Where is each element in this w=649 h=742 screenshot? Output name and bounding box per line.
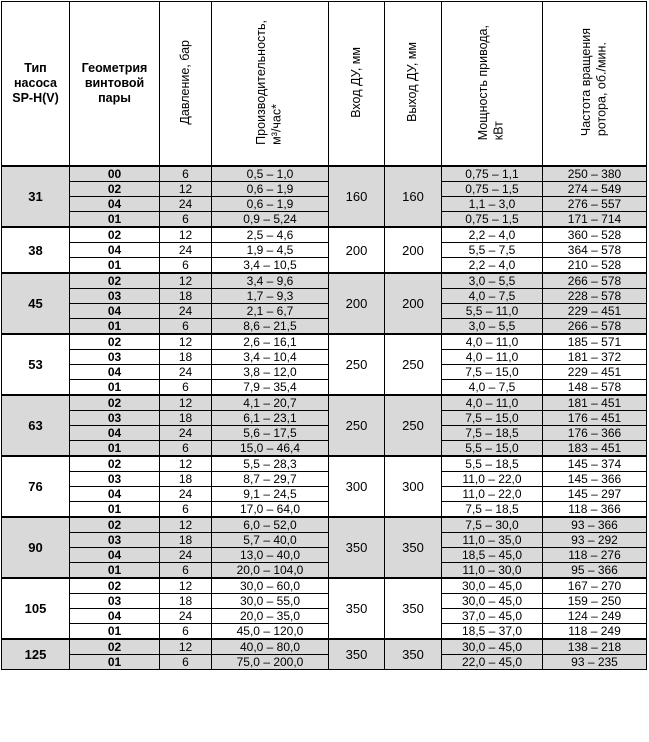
capacity-cell: 3,4 – 10,4 [212, 350, 329, 365]
header-capacity: Производительность, м³/час* [212, 2, 329, 167]
table-row [2, 289, 647, 304]
capacity-cell: 5,6 – 17,5 [212, 426, 329, 441]
pump-type-cell: 105 [2, 578, 70, 639]
pressure-cell: 12 [160, 273, 212, 289]
table-row [2, 533, 647, 548]
power-cell: 4,0 – 11,0 [442, 350, 543, 365]
table-row [2, 395, 647, 411]
rpm-cell: 148 – 578 [543, 380, 647, 396]
power-cell: 30,0 – 45,0 [442, 594, 543, 609]
capacity-cell: 0,9 – 5,24 [212, 212, 329, 228]
power-cell: 0,75 – 1,5 [442, 182, 543, 197]
table-row [2, 578, 647, 594]
geometry-cell: 01 [70, 441, 160, 457]
rpm-cell: 167 – 270 [543, 578, 647, 594]
power-cell: 7,5 – 30,0 [442, 517, 543, 533]
table-row [2, 456, 647, 472]
power-cell: 4,0 – 7,5 [442, 380, 543, 396]
table-row [2, 334, 647, 350]
pressure-cell: 24 [160, 365, 212, 380]
power-cell: 7,5 – 18,5 [442, 426, 543, 441]
table-row [2, 472, 647, 487]
capacity-cell: 4,1 – 20,7 [212, 395, 329, 411]
pressure-cell: 24 [160, 548, 212, 563]
power-cell: 2,2 – 4,0 [442, 258, 543, 274]
power-cell: 5,5 – 11,0 [442, 304, 543, 319]
rpm-cell: 159 – 250 [543, 594, 647, 609]
power-cell: 18,5 – 37,0 [442, 624, 543, 640]
geometry-cell: 04 [70, 609, 160, 624]
pressure-cell: 18 [160, 472, 212, 487]
geometry-cell: 04 [70, 365, 160, 380]
pressure-cell: 6 [160, 502, 212, 518]
inlet-cell: 200 [329, 273, 385, 334]
table-body [2, 166, 647, 670]
geometry-cell: 04 [70, 548, 160, 563]
inlet-cell: 300 [329, 456, 385, 517]
inlet-cell: 350 [329, 639, 385, 670]
geometry-cell: 01 [70, 502, 160, 518]
rpm-cell: 266 – 578 [543, 319, 647, 335]
geometry-cell: 01 [70, 212, 160, 228]
header-pump-type: Тип насоса SP-H(V) [2, 2, 70, 167]
pump-type-cell: 31 [2, 166, 70, 227]
table-row [2, 365, 647, 380]
rpm-cell: 210 – 528 [543, 258, 647, 274]
capacity-cell: 7,9 – 35,4 [212, 380, 329, 396]
table-row [2, 517, 647, 533]
outlet-cell: 300 [385, 456, 442, 517]
pressure-cell: 24 [160, 304, 212, 319]
geometry-cell: 02 [70, 639, 160, 655]
rpm-cell: 183 – 451 [543, 441, 647, 457]
pump-type-cell: 45 [2, 273, 70, 334]
power-cell: 1,1 – 3,0 [442, 197, 543, 212]
geometry-cell: 03 [70, 350, 160, 365]
geometry-cell: 01 [70, 319, 160, 335]
pressure-cell: 18 [160, 350, 212, 365]
power-cell: 2,2 – 4,0 [442, 227, 543, 243]
capacity-cell: 0,6 – 1,9 [212, 182, 329, 197]
table-row [2, 441, 647, 457]
power-cell: 22,0 – 45,0 [442, 655, 543, 670]
outlet-cell: 200 [385, 227, 442, 273]
geometry-cell: 02 [70, 227, 160, 243]
capacity-cell: 20,0 – 35,0 [212, 609, 329, 624]
geometry-cell: 03 [70, 594, 160, 609]
header-geometry: Геометрия винтовой пары [70, 2, 160, 167]
table-row [2, 350, 647, 365]
pressure-cell: 24 [160, 426, 212, 441]
rpm-cell: 118 – 276 [543, 548, 647, 563]
pressure-cell: 6 [160, 258, 212, 274]
rpm-cell: 93 – 366 [543, 517, 647, 533]
geometry-cell: 04 [70, 197, 160, 212]
power-cell: 30,0 – 45,0 [442, 639, 543, 655]
table-row [2, 258, 647, 274]
table-row [2, 609, 647, 624]
pressure-cell: 18 [160, 594, 212, 609]
header-row [2, 2, 647, 167]
geometry-cell: 03 [70, 411, 160, 426]
table-row [2, 563, 647, 579]
capacity-cell: 8,6 – 21,5 [212, 319, 329, 335]
geometry-cell: 01 [70, 655, 160, 670]
power-cell: 5,5 – 15,0 [442, 441, 543, 457]
power-cell: 3,0 – 5,5 [442, 319, 543, 335]
power-cell: 11,0 – 35,0 [442, 533, 543, 548]
table-row [2, 166, 647, 182]
table-row [2, 487, 647, 502]
rpm-cell: 276 – 557 [543, 197, 647, 212]
geometry-cell: 04 [70, 487, 160, 502]
pump-type-cell: 63 [2, 395, 70, 456]
pressure-cell: 18 [160, 289, 212, 304]
rpm-cell: 176 – 366 [543, 426, 647, 441]
power-cell: 4,0 – 11,0 [442, 334, 543, 350]
pressure-cell: 12 [160, 517, 212, 533]
rpm-cell: 118 – 366 [543, 502, 647, 518]
power-cell: 7,5 – 15,0 [442, 365, 543, 380]
pressure-cell: 12 [160, 182, 212, 197]
geometry-cell: 02 [70, 334, 160, 350]
rpm-cell: 266 – 578 [543, 273, 647, 289]
capacity-cell: 3,4 – 10,5 [212, 258, 329, 274]
rpm-cell: 360 – 528 [543, 227, 647, 243]
pressure-cell: 6 [160, 166, 212, 182]
power-cell: 4,0 – 7,5 [442, 289, 543, 304]
table-row [2, 655, 647, 670]
power-cell: 5,5 – 7,5 [442, 243, 543, 258]
capacity-cell: 8,7 – 29,7 [212, 472, 329, 487]
capacity-cell: 6,0 – 52,0 [212, 517, 329, 533]
power-cell: 5,5 – 18,5 [442, 456, 543, 472]
header-inlet: Вход ДУ, мм [329, 2, 385, 167]
capacity-cell: 30,0 – 55,0 [212, 594, 329, 609]
header-outlet: Выход ДУ, мм [385, 2, 442, 167]
power-cell: 11,0 – 30,0 [442, 563, 543, 579]
table-row [2, 411, 647, 426]
rpm-cell: 181 – 451 [543, 395, 647, 411]
pressure-cell: 18 [160, 411, 212, 426]
pressure-cell: 6 [160, 624, 212, 640]
rpm-cell: 145 – 374 [543, 456, 647, 472]
geometry-cell: 03 [70, 472, 160, 487]
capacity-cell: 0,6 – 1,9 [212, 197, 329, 212]
pressure-cell: 24 [160, 487, 212, 502]
table-row [2, 548, 647, 563]
geometry-cell: 02 [70, 578, 160, 594]
table-row [2, 197, 647, 212]
rpm-cell: 145 – 297 [543, 487, 647, 502]
geometry-cell: 01 [70, 380, 160, 396]
rpm-cell: 171 – 714 [543, 212, 647, 228]
rpm-cell: 364 – 578 [543, 243, 647, 258]
capacity-cell: 15,0 – 46,4 [212, 441, 329, 457]
pressure-cell: 6 [160, 441, 212, 457]
geometry-cell: 02 [70, 517, 160, 533]
geometry-cell: 04 [70, 243, 160, 258]
pump-type-cell: 53 [2, 334, 70, 395]
outlet-cell: 160 [385, 166, 442, 227]
power-cell: 11,0 – 22,0 [442, 487, 543, 502]
pressure-cell: 24 [160, 197, 212, 212]
geometry-cell: 01 [70, 563, 160, 579]
pump-spec-table [1, 1, 647, 670]
capacity-cell: 45,0 – 120,0 [212, 624, 329, 640]
header-pressure: Давление, бар [160, 2, 212, 167]
power-cell: 0,75 – 1,1 [442, 166, 543, 182]
geometry-cell: 02 [70, 395, 160, 411]
rpm-cell: 118 – 249 [543, 624, 647, 640]
geometry-cell: 03 [70, 533, 160, 548]
capacity-cell: 40,0 – 80,0 [212, 639, 329, 655]
geometry-cell: 01 [70, 624, 160, 640]
table-row [2, 380, 647, 396]
pressure-cell: 12 [160, 456, 212, 472]
rpm-cell: 229 – 451 [543, 304, 647, 319]
pressure-cell: 24 [160, 243, 212, 258]
geometry-cell: 03 [70, 289, 160, 304]
pressure-cell: 12 [160, 227, 212, 243]
table-row [2, 243, 647, 258]
outlet-cell: 350 [385, 578, 442, 639]
pressure-cell: 6 [160, 319, 212, 335]
power-cell: 30,0 – 45,0 [442, 578, 543, 594]
pressure-cell: 6 [160, 212, 212, 228]
geometry-cell: 04 [70, 304, 160, 319]
pump-type-cell: 90 [2, 517, 70, 578]
table-row [2, 319, 647, 335]
pressure-cell: 12 [160, 639, 212, 655]
capacity-cell: 2,6 – 16,1 [212, 334, 329, 350]
table-row [2, 212, 647, 228]
inlet-cell: 350 [329, 517, 385, 578]
outlet-cell: 250 [385, 334, 442, 395]
capacity-cell: 20,0 – 104,0 [212, 563, 329, 579]
geometry-cell: 02 [70, 182, 160, 197]
capacity-cell: 3,8 – 12,0 [212, 365, 329, 380]
pump-type-cell: 125 [2, 639, 70, 670]
capacity-cell: 0,5 – 1,0 [212, 166, 329, 182]
capacity-cell: 13,0 – 40,0 [212, 548, 329, 563]
rpm-cell: 138 – 218 [543, 639, 647, 655]
rpm-cell: 93 – 235 [543, 655, 647, 670]
pump-type-cell: 76 [2, 456, 70, 517]
inlet-cell: 350 [329, 578, 385, 639]
capacity-cell: 30,0 – 60,0 [212, 578, 329, 594]
power-cell: 18,5 – 45,0 [442, 548, 543, 563]
outlet-cell: 200 [385, 273, 442, 334]
power-cell: 4,0 – 11,0 [442, 395, 543, 411]
rpm-cell: 181 – 372 [543, 350, 647, 365]
table-row [2, 594, 647, 609]
rpm-cell: 250 – 380 [543, 166, 647, 182]
rpm-cell: 93 – 292 [543, 533, 647, 548]
capacity-cell: 1,9 – 4,5 [212, 243, 329, 258]
geometry-cell: 01 [70, 258, 160, 274]
table-row [2, 227, 647, 243]
table-row [2, 639, 647, 655]
geometry-cell: 04 [70, 426, 160, 441]
pump-type-cell: 38 [2, 227, 70, 273]
inlet-cell: 160 [329, 166, 385, 227]
table-row [2, 273, 647, 289]
rpm-cell: 229 – 451 [543, 365, 647, 380]
pressure-cell: 24 [160, 609, 212, 624]
capacity-cell: 75,0 – 200,0 [212, 655, 329, 670]
pressure-cell: 12 [160, 395, 212, 411]
capacity-cell: 2,1 – 6,7 [212, 304, 329, 319]
header-power: Мощность привода, кВт [442, 2, 543, 167]
outlet-cell: 350 [385, 517, 442, 578]
capacity-cell: 9,1 – 24,5 [212, 487, 329, 502]
geometry-cell: 00 [70, 166, 160, 182]
capacity-cell: 3,4 – 9,6 [212, 273, 329, 289]
table-row [2, 502, 647, 518]
outlet-cell: 250 [385, 395, 442, 456]
capacity-cell: 2,5 – 4,6 [212, 227, 329, 243]
power-cell: 3,0 – 5,5 [442, 273, 543, 289]
capacity-cell: 6,1 – 23,1 [212, 411, 329, 426]
inlet-cell: 200 [329, 227, 385, 273]
header-rpm: Частота вращения ротора, об./мин. [543, 2, 647, 167]
inlet-cell: 250 [329, 334, 385, 395]
geometry-cell: 02 [70, 273, 160, 289]
power-cell: 7,5 – 18,5 [442, 502, 543, 518]
outlet-cell: 350 [385, 639, 442, 670]
table-row [2, 304, 647, 319]
capacity-cell: 17,0 – 64,0 [212, 502, 329, 518]
rpm-cell: 185 – 571 [543, 334, 647, 350]
pressure-cell: 6 [160, 380, 212, 396]
rpm-cell: 95 – 366 [543, 563, 647, 579]
capacity-cell: 5,5 – 28,3 [212, 456, 329, 472]
rpm-cell: 274 – 549 [543, 182, 647, 197]
pressure-cell: 6 [160, 655, 212, 670]
rpm-cell: 228 – 578 [543, 289, 647, 304]
capacity-cell: 1,7 – 9,3 [212, 289, 329, 304]
table-row [2, 182, 647, 197]
rpm-cell: 176 – 451 [543, 411, 647, 426]
pressure-cell: 18 [160, 533, 212, 548]
table-row [2, 426, 647, 441]
rpm-cell: 145 – 366 [543, 472, 647, 487]
geometry-cell: 02 [70, 456, 160, 472]
power-cell: 11,0 – 22,0 [442, 472, 543, 487]
power-cell: 7,5 – 15,0 [442, 411, 543, 426]
table-row [2, 624, 647, 640]
power-cell: 37,0 – 45,0 [442, 609, 543, 624]
pressure-cell: 12 [160, 578, 212, 594]
pressure-cell: 12 [160, 334, 212, 350]
capacity-cell: 5,7 – 40,0 [212, 533, 329, 548]
rpm-cell: 124 – 249 [543, 609, 647, 624]
pressure-cell: 6 [160, 563, 212, 579]
inlet-cell: 250 [329, 395, 385, 456]
power-cell: 0,75 – 1,5 [442, 212, 543, 228]
